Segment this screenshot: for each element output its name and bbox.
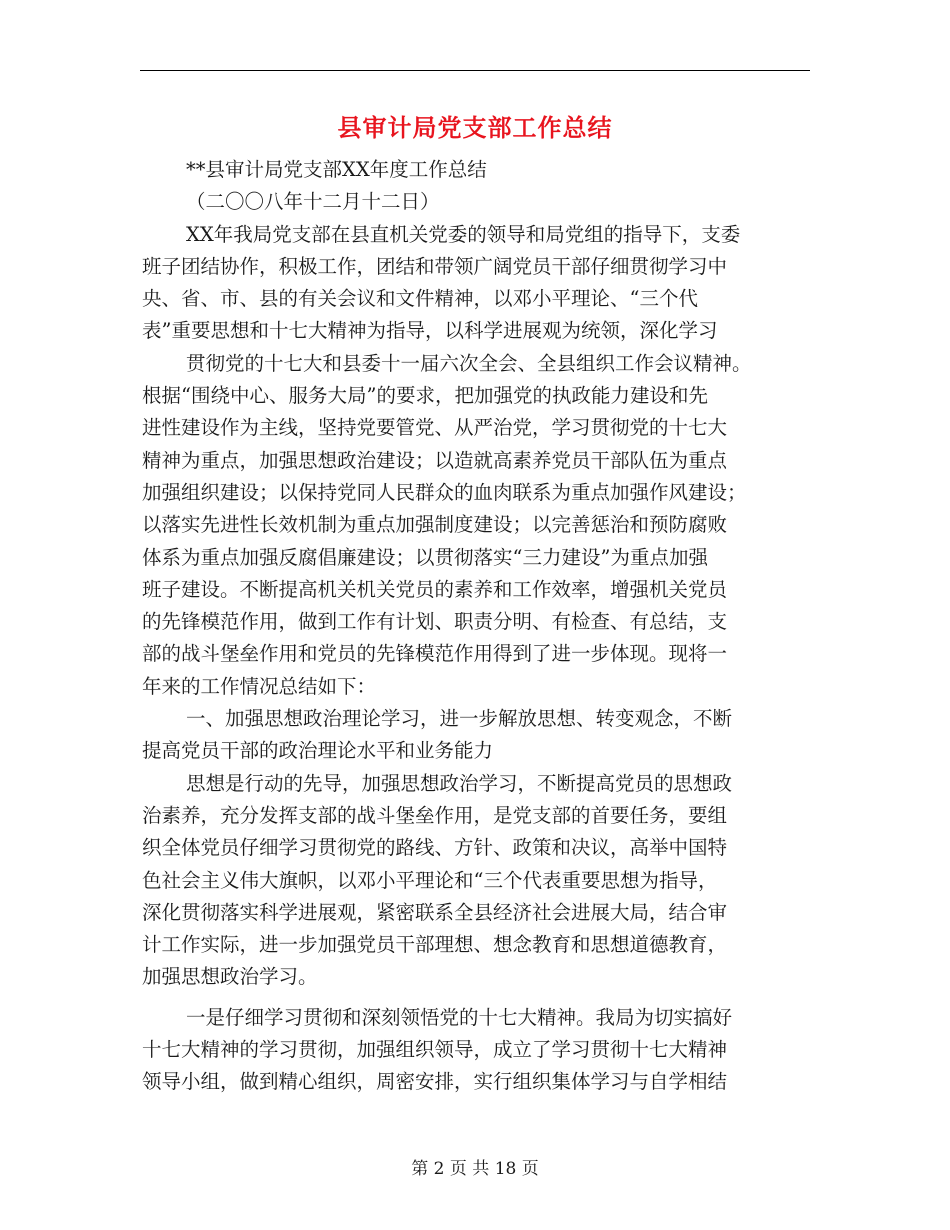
paragraph-line: XX年我局党支部在县直机关党委的领导和局党组的指导下，支委 [186, 222, 741, 246]
paragraph-line: 思想是行动的先导，加强思想政治学习，不断提高党员的思想政 [186, 771, 733, 795]
section-heading-line: 提高党员干部的政治理论水平和业务能力 [142, 739, 494, 763]
paragraph-line: 加强组织建设；以保持党同人民群众的血肉联系为重点加强作风建设； [142, 480, 747, 504]
paragraph-line: 织全体党员仔细学习贯彻党的路线、方针、政策和决议，高举中国特 [142, 836, 728, 860]
paragraph-line: 年来的工作情况总结如下： [142, 674, 377, 698]
paragraph-gap [142, 994, 812, 1002]
paragraph-line: 十七大精神的学习贯彻，加强组织领导，成立了学习贯彻十七大精神 [142, 1038, 728, 1062]
paragraph-line: 央、省、市、县的有关会议和文件精神，以邓小平理论、“三个代 [142, 287, 698, 311]
paragraph-line: 部的战斗堡垒作用和党员的先锋模范作用得到了进一步体现。现将一 [142, 642, 728, 666]
paragraph-line: 贯彻党的十七大和县委十一届六次全会、全县组织工作会议精神。 [186, 351, 752, 375]
paragraph-line: 进性建设作为主线，坚持党要管党、从严治党，学习贯彻党的十七大 [142, 416, 728, 440]
paragraph-line: 以落实先进性长效机制为重点加强制度建设；以完善惩治和预防腐败 [142, 513, 728, 537]
paragraph-line: 一是仔细学习贯彻和深刻领悟党的十七大精神。我局为切实搞好 [186, 1005, 733, 1029]
paragraph-line: 治素养，充分发挥支部的战斗堡垒作用，是党支部的首要任务，要组 [142, 803, 728, 827]
subtitle-line: **县审计局党支部XX年度工作总结 [186, 158, 487, 181]
paragraph-line: 加强思想政治学习。 [142, 965, 318, 989]
paragraph-line: 表”重要思想和十七大精神为指导，以科学进展观为统领，深化学习 [142, 319, 718, 343]
paragraph-line: 班子建设。不断提高机关机关党员的素养和工作效率，增强机关党员 [142, 577, 728, 601]
paragraph-line: 精神为重点，加强思想政治建设；以造就高素养党员干部队伍为重点 [142, 448, 728, 472]
document-title: 县审计局党支部工作总结 [337, 114, 613, 142]
page-footer: 第 2 页 共 18 页 [411, 1159, 539, 1179]
date-line: （二〇〇八年十二月十二日） [186, 190, 440, 214]
paragraph-line: 班子团结协作，积极工作，团结和带领广阔党员干部仔细贯彻学习中 [142, 254, 728, 278]
document-body [142, 154, 812, 1099]
header-rule [140, 70, 810, 71]
paragraph-line: 计工作实际，进一步加强党员干部理想、想念教育和思想道德教育， [142, 933, 728, 957]
paragraph-line: 根据“围绕中心、服务大局”的要求，把加强党的执政能力建设和先 [142, 384, 708, 408]
paragraph-line: 体系为重点加强反腐倡廉建设；以贯彻落实“三力建设”为重点加强 [142, 545, 708, 569]
paragraph-line: 深化贯彻落实科学进展观，紧密联系全县经济社会进展大局，结合审 [142, 900, 728, 924]
paragraph-line: 色社会主义伟大旗帜，以邓小平理论和“三个代表重要思想为指导， [142, 868, 718, 892]
paragraph-line: 领导小组，做到精心组织，周密安排，实行组织集体学习与自学相结 [142, 1070, 728, 1094]
section-heading-line: 一、加强思想政治理论学习，进一步解放思想、转变观念，不断 [186, 707, 733, 731]
paragraph-line: 的先锋模范作用，做到工作有计划、职责分明、有检查、有总结，支 [142, 610, 728, 634]
